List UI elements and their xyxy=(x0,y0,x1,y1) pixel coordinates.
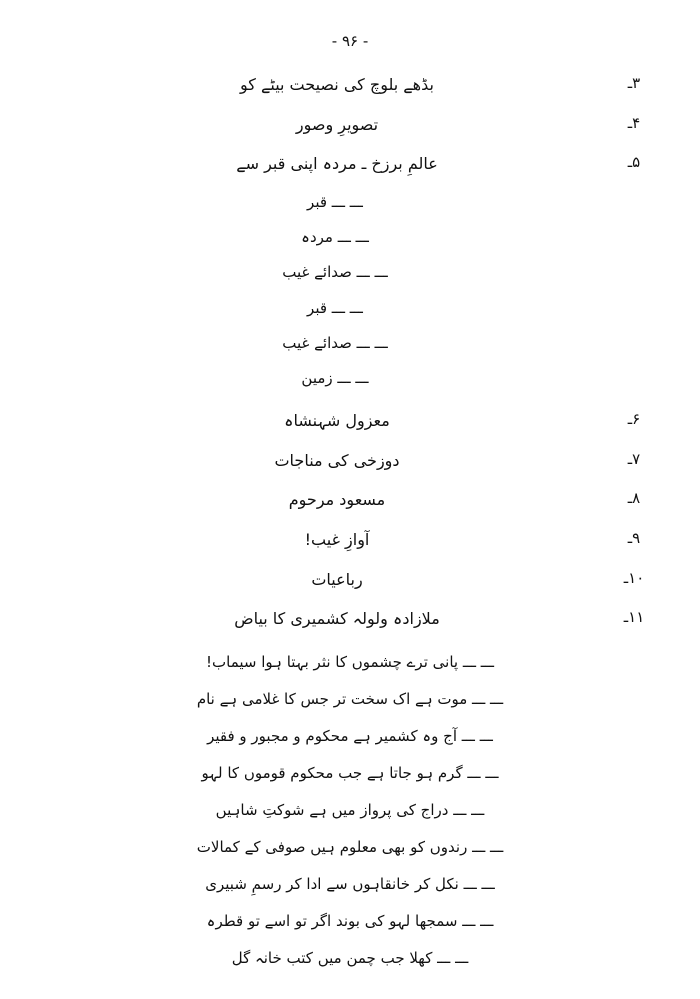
toc-entry-title: دوزخی کی مناجات xyxy=(274,450,400,470)
toc-entry-title: ملازادہ ولولہ کشمیری کا بیاض xyxy=(234,609,440,629)
toc-subentry[interactable]: ـــ ـــ مردہ xyxy=(301,228,369,247)
toc-entry-number: ۱۰ـ xyxy=(623,568,645,587)
toc-entry-number: ۱۱ـ xyxy=(623,608,645,627)
toc-entry[interactable] xyxy=(38,72,662,98)
toc-subentry[interactable]: ـــ ـــ صدائے غیب xyxy=(282,263,388,282)
toc-subentry[interactable]: ـــ ـــ زمین xyxy=(301,369,369,388)
toc-entry-title: تصویرِ وصور xyxy=(295,114,379,134)
toc-entry-number: ۳ـ xyxy=(627,74,641,92)
verse-line[interactable]: ـــ ـــ نکل کر خانقاہوں سے ادا کر رسمِ شبیری xyxy=(205,874,495,893)
toc-entry-title: بڈھے بلوچ کی نصیحت بیٹے کو xyxy=(240,75,434,94)
toc-entry-title: عالمِ برزخ ـ مردہ اپنی قبر سے xyxy=(236,154,438,174)
toc-entry-title: مسعود مرحوم xyxy=(288,490,386,510)
toc-subentry[interactable]: ـــ ـــ قبر xyxy=(307,192,363,211)
toc-subentry[interactable]: ـــ ـــ قبر xyxy=(307,298,363,317)
toc-entry-number: ۴ـ xyxy=(627,113,641,132)
verse-list xyxy=(0,646,700,970)
verse-line[interactable]: ـــ ـــ پانی ترے چشموں کا نثر بہتا ہوا سیماب! xyxy=(206,652,494,671)
toc-entry-title: معزول شہنشاہ xyxy=(284,411,390,431)
verse-line[interactable]: ـــ ـــ موت ہے اک سخت تر جس کا غلامی ہے نام xyxy=(196,689,504,708)
toc-entry-title: رباعیات xyxy=(311,569,363,589)
toc-entry[interactable] xyxy=(38,527,662,553)
toc-subentry[interactable]: ـــ ـــ صدائے غیب xyxy=(282,333,388,352)
verse-line[interactable]: ـــ ـــ دراج کی پرواز میں ہے شوکتِ شاہیں xyxy=(215,800,485,819)
toc-entry-number: ۶ـ xyxy=(627,410,641,429)
toc-entry-number: ۸ـ xyxy=(627,489,641,508)
toc-entry-number: ۵ـ xyxy=(627,153,641,172)
toc-entry[interactable] xyxy=(38,567,662,593)
toc-entry[interactable] xyxy=(38,606,662,632)
verse-line[interactable]: ـــ ـــ رندوں کو بھی معلوم ہیں صوفی کے کمالات xyxy=(196,837,504,856)
toc-entry[interactable] xyxy=(38,448,662,474)
verse-line[interactable]: ـــ ـــ آج وہ کشمیر ہے محکوم و مجبور و فقیر xyxy=(207,726,493,745)
toc-entry-number: ۷ـ xyxy=(627,449,641,468)
verse-line[interactable]: ـــ ـــ سمجھا لہو کی بوند اگر تو اسے تو قطرہ xyxy=(206,911,494,930)
toc-entry[interactable] xyxy=(38,487,662,513)
toc-entry[interactable] xyxy=(38,151,662,177)
toc-entry-title: آوازِ غیب! xyxy=(304,530,370,550)
verse-line[interactable]: ـــ ـــ کھلا جب چمن میں کتب خانہ گل xyxy=(231,948,469,967)
toc-entry-number: ۹ـ xyxy=(627,529,641,548)
toc-entry[interactable] xyxy=(38,408,662,434)
toc-entry[interactable] xyxy=(38,112,662,138)
page-number: - ۹۶ - xyxy=(331,32,369,50)
table-of-contents xyxy=(0,50,700,632)
verse-line[interactable]: ـــ ـــ گرم ہو جاتا ہے جب محکوم قوموں کا لہو xyxy=(201,763,499,782)
